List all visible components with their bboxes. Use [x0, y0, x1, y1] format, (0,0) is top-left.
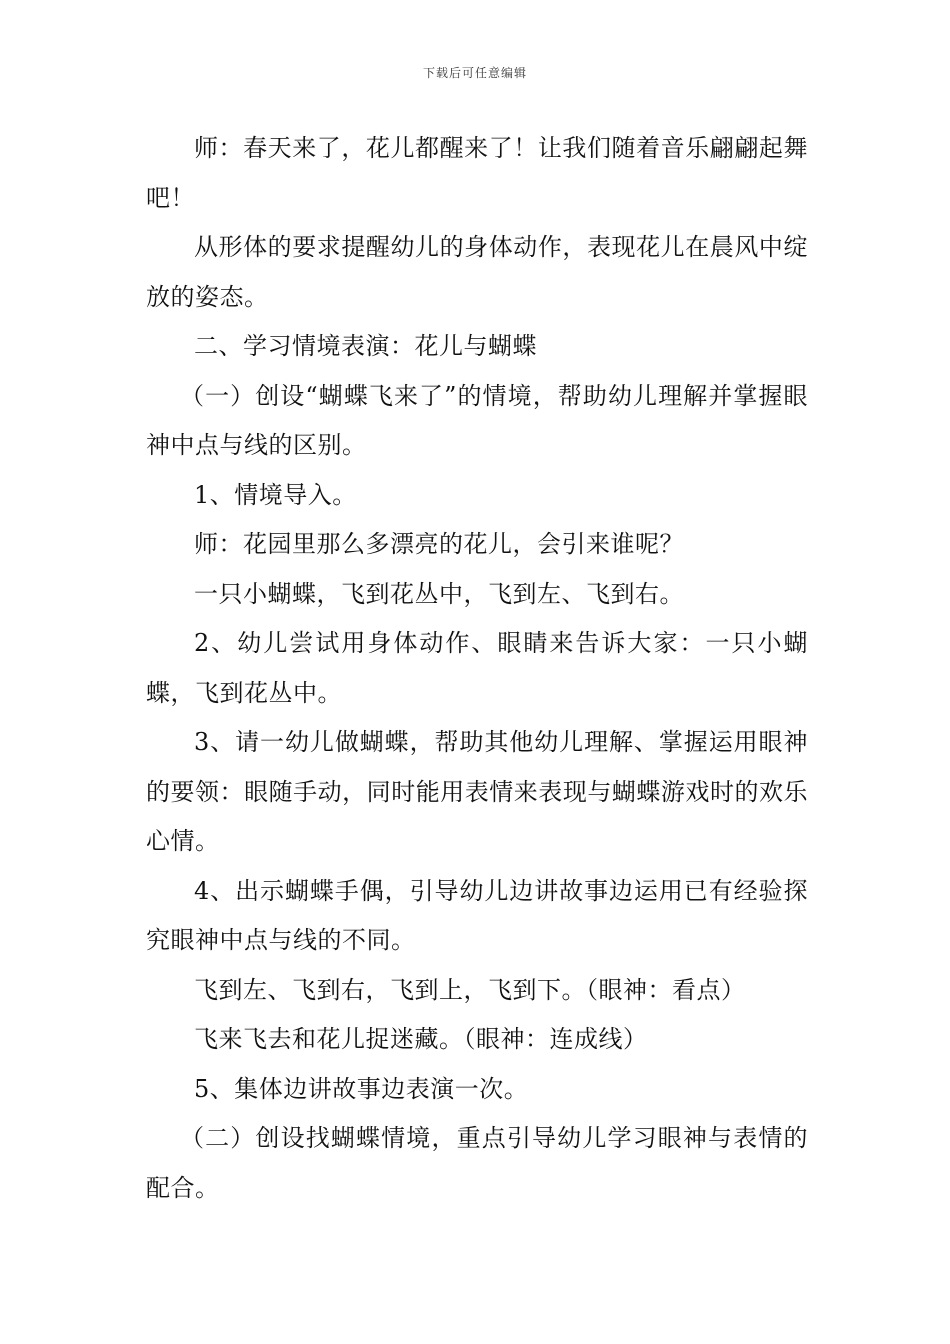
document-body [146, 124, 808, 1213]
paragraph-teacher-garden: 师：花园里那么多漂亮的花儿，会引来谁呢？ [194, 530, 684, 558]
paragraph-body-movement: 从形体的要求提醒幼儿的身体动作，表现花儿在晨风中绽放的姿态。 [146, 233, 808, 311]
paragraph-teacher-spring: 师：春天来了，花儿都醒来了！让我们随着音乐翩翩起舞吧！ [146, 134, 808, 212]
subsection-heading-two: （二）创设找蝴蝶情境，重点引导幼儿学习眼神与表情的配合。 [146, 1124, 808, 1202]
page-header-note: 下载后可任意编辑 [422, 66, 527, 80]
list-item-4: 4、出示蝴蝶手偶，引导幼儿边讲故事边运用已有经验探究眼神中点与线的不同。 [146, 876, 808, 954]
list-item-5: 5、集体边讲故事边表演一次。 [194, 1074, 529, 1103]
subsection-heading-one: （一）创设“蝴蝶飞来了”的情境，帮助幼儿理解并掌握眼神中点与线的区别。 [146, 381, 808, 459]
section-heading-two: 二、学习情境表演：花儿与蝴蝶 [194, 332, 537, 360]
list-item-2: 2、幼儿尝试用身体动作、眼睛来告诉大家：一只小蝴蝶，飞到花丛中。 [146, 629, 808, 707]
paragraph-eye-line: 飞来飞去和花儿捉迷藏。（眼神：连成线） [194, 1025, 648, 1053]
list-item-3: 3、请一幼儿做蝴蝶，帮助其他幼儿理解、掌握运用眼神的要领：眼随手动，同时能用表情来表现与蝴蝶游戏时的欢乐心情。 [146, 728, 808, 855]
list-item-1: 1、情境导入。 [194, 480, 357, 509]
paragraph-eye-point: 飞到左、飞到右，飞到上，飞到下。（眼神：看点） [194, 975, 746, 1004]
paragraph-butterfly-rhyme: 一只小蝴蝶，飞到花丛中，飞到左、飞到右。 [194, 579, 684, 608]
